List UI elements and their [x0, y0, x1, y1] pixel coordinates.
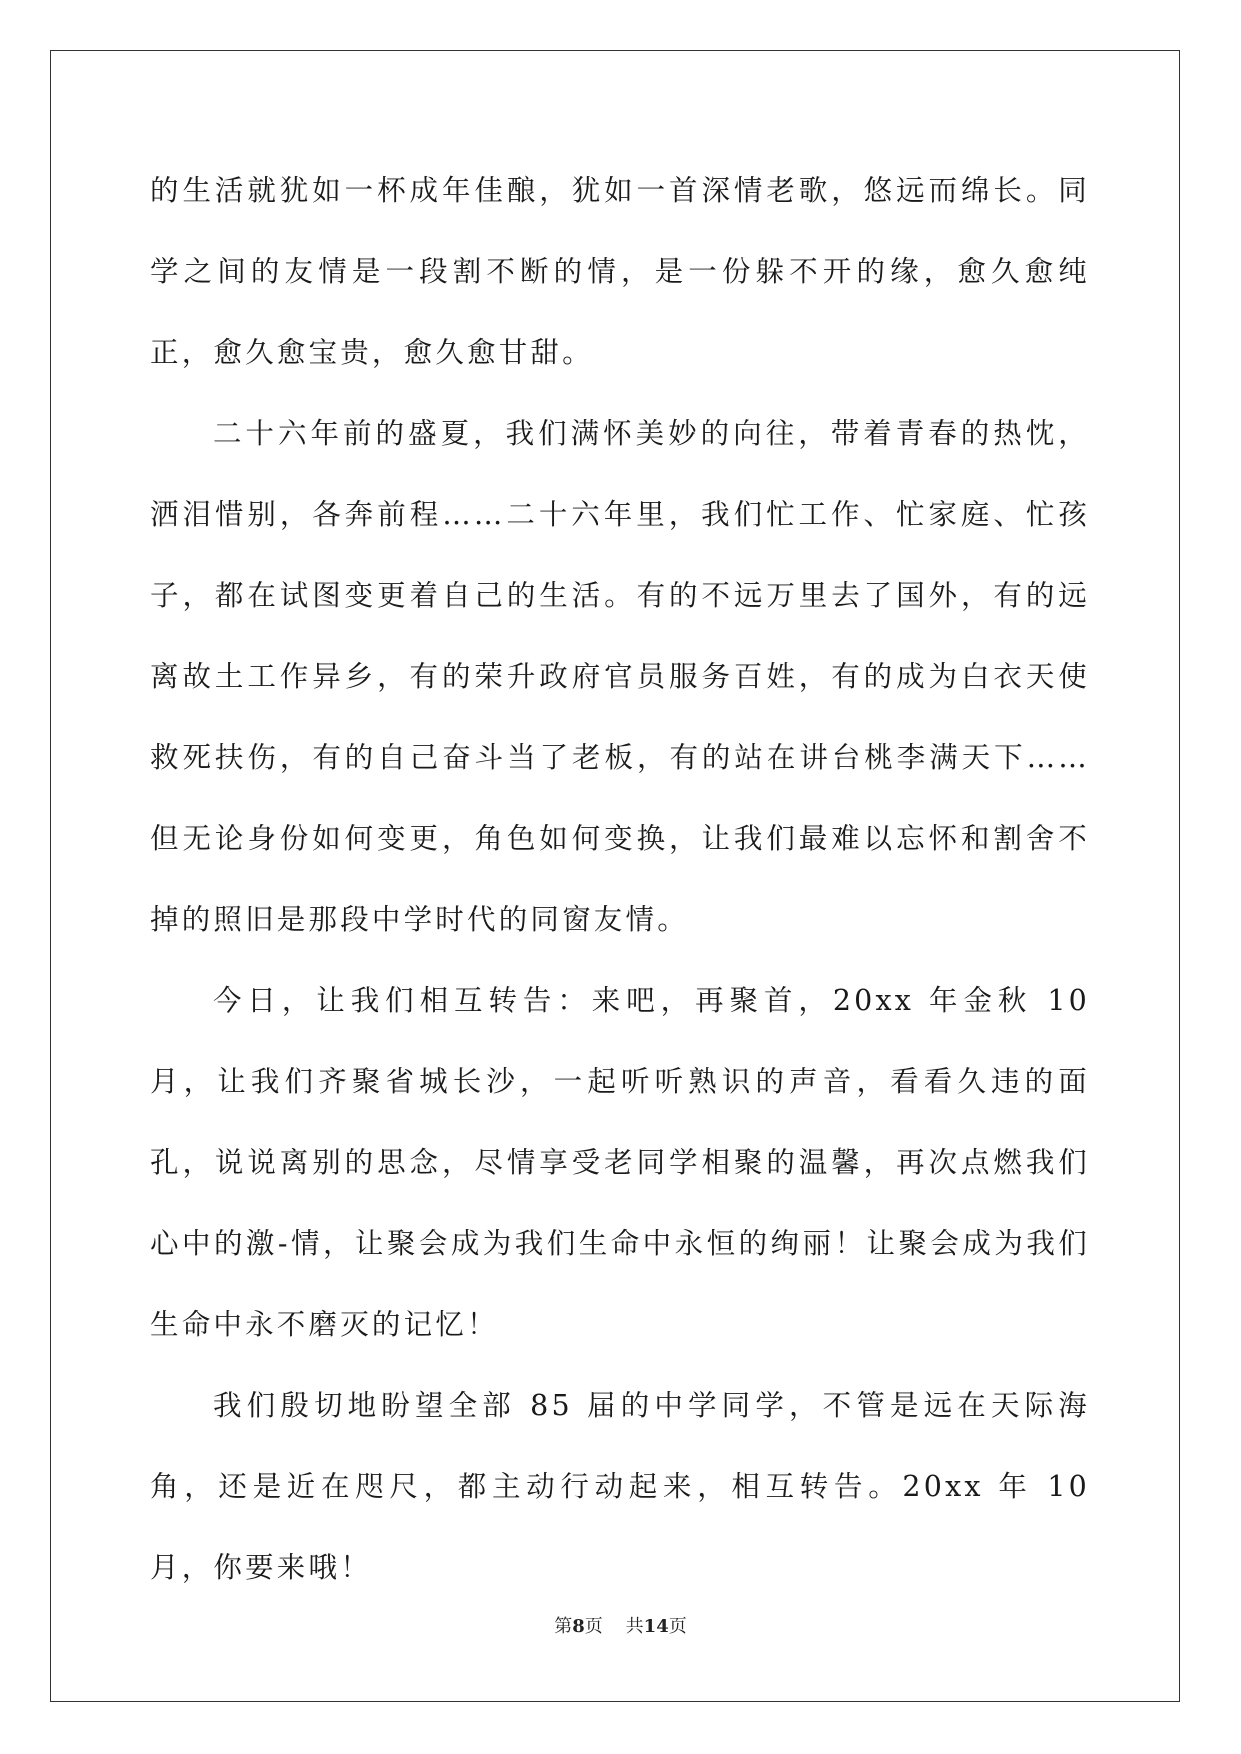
page-footer: [0, 1612, 1241, 1638]
footer-page-suffix: 页: [584, 1616, 603, 1637]
footer-total-pages: 14: [643, 1616, 669, 1637]
footer-prefix: 第: [554, 1616, 573, 1637]
footer-page-number: 8: [572, 1616, 585, 1637]
footer-total-suffix: 页: [668, 1616, 687, 1637]
paragraph-2: 二十六年前的盛夏，我们满怀美妙的向往，带着青春的热忱，洒泪惜别，各奔前程……二十六年里，我们忙工作、忙家庭、忙孩子，都在试图变更着自己的生活。有的不远万里去了国外，有的远离故土工作异乡，有的荣升政府官员服务百姓，有的成为白衣天使救死扶伤，有的自己奋斗当了老板，有的站在讲台桃李满天下……但无论身份如何变更，角色如何变换，让我们最难以忘怀和割舍不掉的照旧是那段中学时代的同窗友情。: [150, 417, 1090, 936]
paragraph-3: 今日，让我们相互转告：来吧，再聚首，20xx 年金秋 10 月，让我们齐聚省城长沙，一起听听熟识的声音，看看久违的面孔，说说离别的思念，尽情享受老同学相聚的温馨，再次点燃我们心中的激-情，让聚会成为我们生命中永恒的绚丽！让聚会成为我们生命中永不磨灭的记忆！: [150, 984, 1090, 1341]
document-body: [150, 150, 1090, 1608]
paragraph-4: 我们殷切地盼望全部 85 届的中学同学，不管是远在天际海角，还是近在咫尺，都主动行动起来，相互转告。20xx 年 10 月，你要来哦！: [150, 1389, 1090, 1584]
footer-total-prefix: 共: [625, 1616, 644, 1637]
paragraph-1: 的生活就犹如一杯成年佳酿，犹如一首深情老歌，悠远而绵长。同学之间的友情是一段割不断的情，是一份躲不开的缘，愈久愈纯正，愈久愈宝贵，愈久愈甘甜。: [150, 174, 1090, 369]
